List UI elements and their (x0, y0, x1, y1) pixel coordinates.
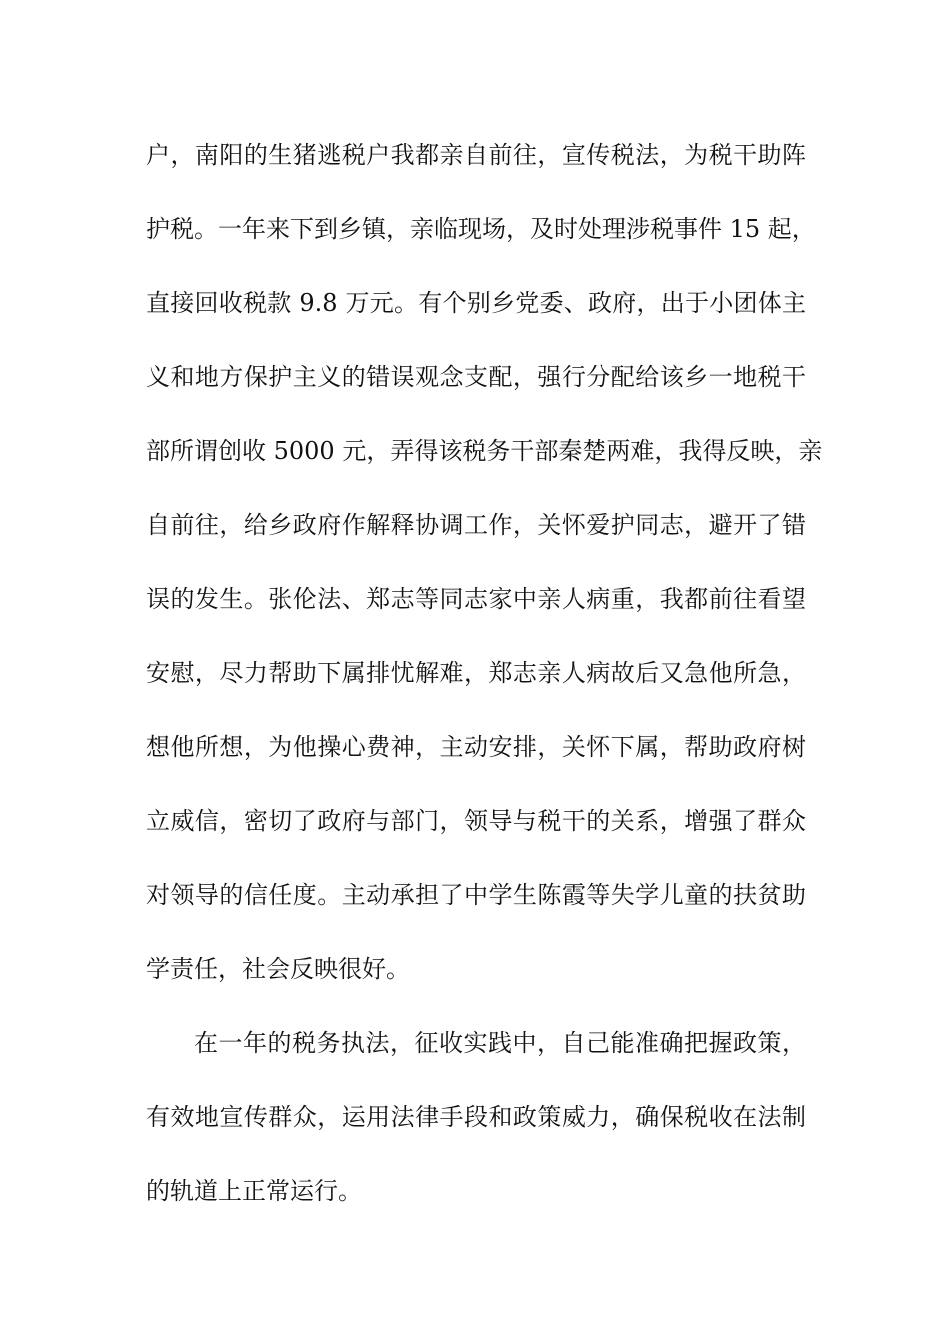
text-line: 部所谓创收 5000 元，弄得该税务干部秦楚两难，我得反映，亲 (146, 437, 823, 465)
text-line: 学责任，社会反映很好。 (146, 955, 410, 983)
text-line: 义和地方保护主义的错误观念支配，强行分配给该乡一地税干 (146, 363, 806, 391)
text-line: 有效地宣传群众，运用法律手段和政策威力，确保税收在法制 (146, 1103, 806, 1131)
text-line: 误的发生。张伦法、郑志等同志家中亲人病重，我都前往看望 (146, 585, 806, 613)
text-line: 护税。一年来下到乡镇，亲临现场，及时处理涉税事件 15 起， (146, 215, 816, 243)
text-line: 想他所想，为他操心费神，主动安排，关怀下属，帮助政府树 (146, 733, 806, 761)
text-line: 立威信，密切了政府与部门，领导与税干的关系，增强了群众 (146, 807, 806, 835)
text-line: 直接回收税款 9.8 万元。有个别乡党委、政府，出于小团体主 (146, 289, 806, 317)
text-line: 的轨道上正常运行。 (146, 1177, 362, 1205)
text-line: 户，南阳的生猪逃税户我都亲自前往，宣传税法，为税干助阵 (146, 141, 806, 169)
text-line: 对领导的信任度。主动承担了中学生陈霞等失学儿童的扶贫助 (146, 881, 806, 909)
text-line: 自前往，给乡政府作解释协调工作，关怀爱护同志，避开了错 (146, 511, 806, 539)
paragraph-first-line: 在一年的税务执法，征收实践中，自己能准确把握政策， (194, 1029, 806, 1057)
text-line: 安慰，尽力帮助下属排忧解难，郑志亲人病故后又急他所急， (146, 659, 806, 687)
